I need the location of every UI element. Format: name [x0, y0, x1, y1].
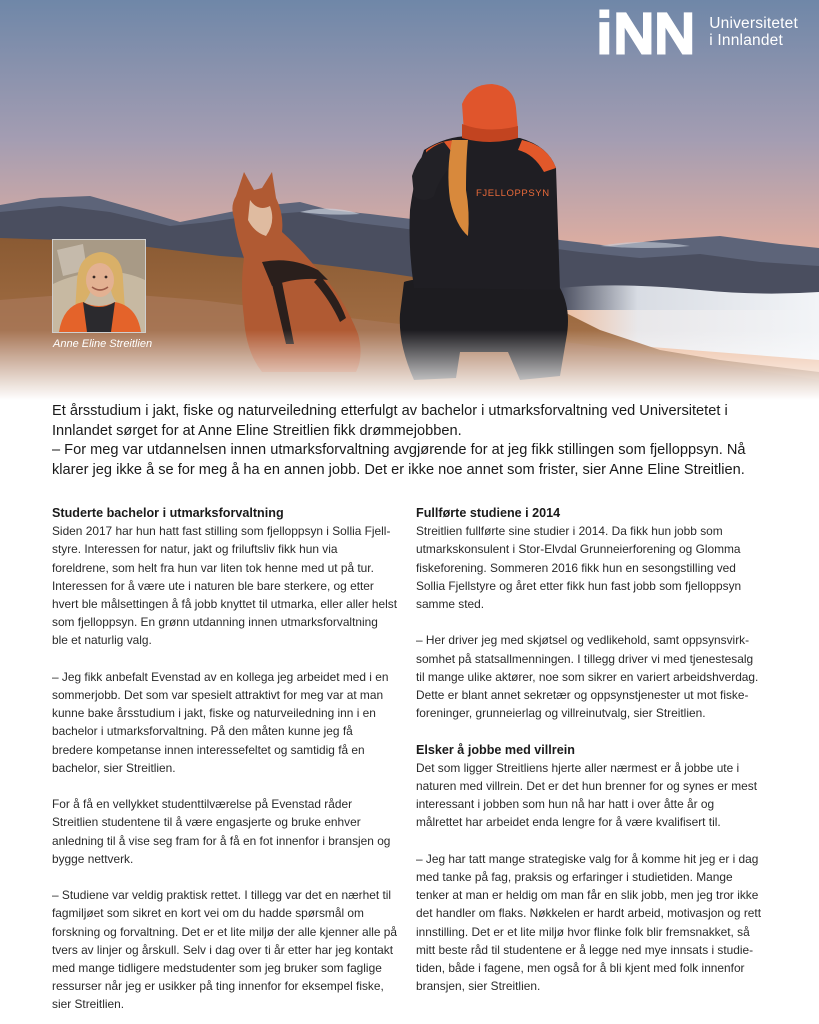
right-paragraph-3: Det som ligger Streitliens hjerte aller nærmest er å jobbe ute i naturen med villrein. Det er det hun brenner for og synes er mest interessant i jobben som hun nå har hatt i over åtte år og målrettet har arbeidet enda lengre for å være kvalifisert til. — [416, 760, 758, 830]
inn-logo-mark — [598, 0, 699, 232]
right-column — [416, 504, 761, 995]
intro-paragraph-1: Et årsstudium i jakt, fiske og naturveiledning etterfulgt av bachelor i utmarksforvaltning ved Universitetet i Innlandet sørget for at Anne Eline Streitlien fikk drømmejobben. — [52, 403, 728, 439]
inn-logo[interactable] — [598, 14, 798, 50]
right-paragraph-2: – Her driver jeg med skjøtsel og vedlikehold, samt oppsynsvirksomhet på statsallmenningen. I tillegg driver vi med tjenestesalg til mange ulike aktører, noe som sikrer en variert arbeidshverdag. Dette er blant annet sekretær og oppsynstjenester ut mot fiskeforeninger, grunneierlag og villreinutvalg, sier Streitlien. — [416, 633, 759, 721]
intro — [52, 402, 782, 480]
left-paragraph-4: – Studiene var veldig praktisk rettet. I tillegg var det en nærhet til fagmiljøet som sikret en kort vei om du hadde spørsmål om forskning og forvaltning. Det er et lite miljø der alle kjenner alle på tvers av linjer og årskull. Selv i dag over ti år etter har jeg kontakt med mange tidligere medstudenter som jeg bruker som faglige ressurser når jeg er usikker på ting innenfor for eksempel fiske, sier Streitlien. — [52, 888, 397, 1012]
portrait-caption: Anne Eline Streitlien — [53, 338, 153, 350]
left-column — [52, 504, 397, 1014]
heading-villrein: Elsker å jobbe med villrein — [416, 742, 575, 757]
left-paragraph-1: Siden 2017 har hun hatt fast stilling som fjelloppsyn i Sollia Fjellstyre. Interessen for natur, jakt og friluftsliv fikk hun via foreldrene, som helt fra hun var liten tok henne med ut på tur. Interessen for å være ute i naturen ble bare sterkere, og etter hvert ble målsettingen å få jobb knyttet til utmarka, eller aller helst som fjelloppsyn. En grønn utdanning innen utmarksforvaltning ble et naturlig valg. — [52, 524, 397, 648]
hero-photo — [0, 0, 819, 400]
intro-paragraph-2: – For meg var utdannelsen innen utmarksforvaltning avgjørende for at jeg fikk stillingen som fjelloppsyn. Nå klarer jeg ikke å se for meg å ha en annen jobb. Det er ikke noe annet som frister, sier Anne Eline Streitlien. — [52, 442, 746, 478]
left-paragraph-2: – Jeg fikk anbefalt Evenstad av en kollega jeg arbeidet med i en sommerjobb. Det som var spesielt attraktivt for meg var at man kunne bake årsstudium i jakt, fiske og naturveiledning inn i en bachelor i utmarksforvaltning. På den måten kunne jeg få bredere kompetanse innen interessefeltet og samtidig få en bachelor, sier Streitlien. — [52, 669, 389, 775]
jacket-text: FJELLOPPSYN — [476, 188, 550, 199]
logo-line-1: Universitetet — [709, 15, 798, 32]
inn-logo-text — [709, 15, 798, 49]
right-paragraph-1: Streitlien fullførte sine studier i 2014. Da fikk hun jobb som utmarkskonsulent i Stor-Elvdal Grunneierforening og Glomma fiskeforening. Sommeren 2016 fikk hun en sesongstilling ved Sollia Fjellstyre og året etter fikk hun fast jobb som fjelloppsyn samme sted. — [416, 524, 742, 612]
portrait-illustration — [53, 240, 145, 332]
left-paragraph-3: For å få en vellykket studenttilværelse på Evenstad råder Streitlien studentene til å være engasjerte og bruke enhver anledning til å vise seg fram for å få en fot innenfor i bransjen og bygge nettverk. — [52, 797, 391, 866]
portrait-photo — [52, 239, 146, 333]
right-paragraph-4: – Jeg har tatt mange strategiske valg for å komme hit jeg er i dag med tanke på fag, praksis og erfaringer i studietiden. Mange tenker at man er heldig om man får en slik jobb, men jeg tror ikke det handler om flaks. Nøkkelen er hardt arbeid, motivasjon og rett innstilling. Det er et lite miljø hvor flinke folk blir fremsnakket, så mitt beste råd til studentene er å legge ned mye innsats i studietiden, både i fagene, men også for å bli kjent med folk innenfor bransjen, sier Streitlien. — [416, 851, 761, 994]
logo-line-2: i Innlandet — [709, 32, 783, 49]
heading-bachelor: Studerte bachelor i utmarksforvaltning — [52, 506, 284, 520]
heading-completed-2014: Fullførte studiene i 2014 — [416, 506, 561, 520]
